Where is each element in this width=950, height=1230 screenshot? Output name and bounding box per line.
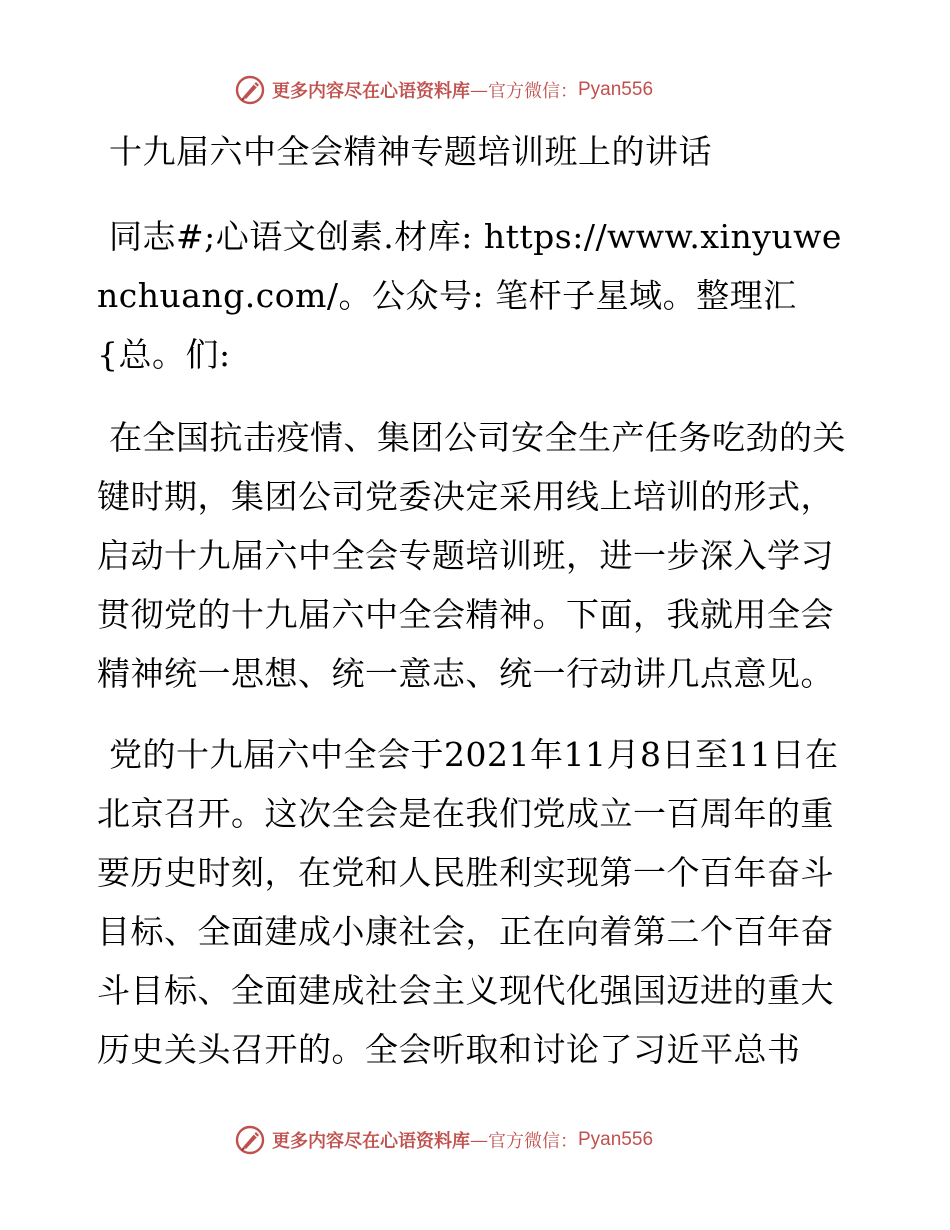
banner-dash: — xyxy=(470,79,488,101)
banner-site-text: 更多内容尽在心语资料库 xyxy=(272,81,470,102)
document-title: 十九届六中全会精神专题培训班上的讲话 xyxy=(109,132,712,171)
banner-dash: — xyxy=(470,1129,488,1151)
quill-pen-icon xyxy=(234,1124,266,1156)
banner-wechat-label: 官方微信： xyxy=(488,81,578,102)
paragraph: 党的十九届六中全会于2021年11月8日至11日在北京召开。这次全会是在我们党成立一百周年的重要历史时刻，在党和人民胜利实现第一个百年奋斗目标、全面建成小康社会，正在向着第二个百年奋斗目标、全面建成社会主义现代化强国迈进的重大历史关头召开的。全会听取和讨论了习近平总书 xyxy=(97,735,839,1069)
document-body xyxy=(97,122,857,1101)
banner-wechat-id: Pyan556 xyxy=(578,1129,654,1150)
banner-site-text: 更多内容尽在心语资料库 xyxy=(272,1131,470,1152)
paragraph: 同志#;心语文创素.材库: https://www.xinyuwenchuang.com/。公众号: 笔杆子星域。整理汇{总。们: xyxy=(97,217,842,374)
quill-pen-icon xyxy=(234,74,266,106)
banner-wechat-id: Pyan556 xyxy=(578,79,654,100)
banner-wechat-label: 官方微信： xyxy=(488,1131,578,1152)
paragraph: 在全国抗击疫情、集团公司安全生产任务吃劲的关键时期，集团公司党委决定采用线上培训的形式，启动十九届六中全会专题培训班，进一步深入学习贯彻党的十九届六中全会精神。下面，我就用全会精神统一思想、统一意志、统一行动讲几点意见。 xyxy=(97,418,846,693)
footer-banner xyxy=(234,1122,653,1158)
header-banner xyxy=(234,72,653,108)
